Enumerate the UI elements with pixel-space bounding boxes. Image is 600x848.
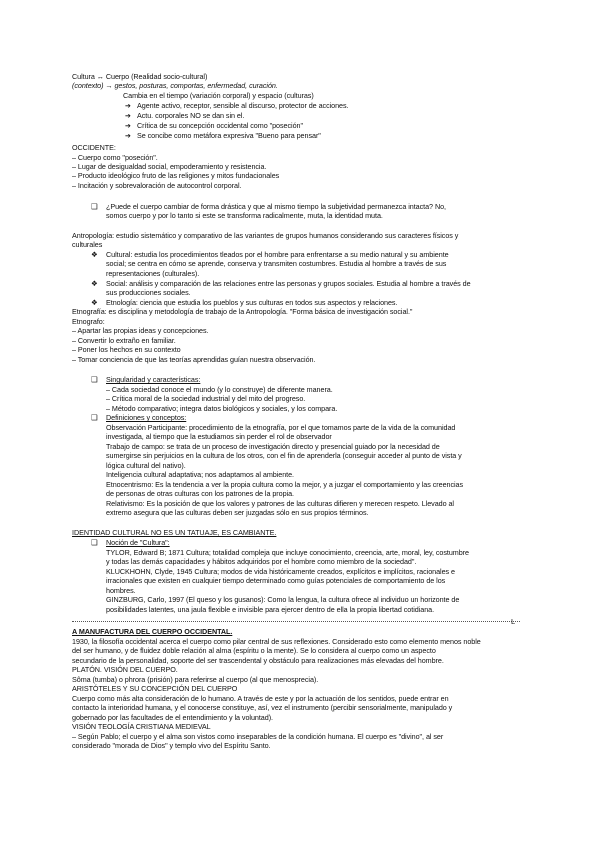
social-bullet: Social: análisis y comparación de las relaciones entre las personas y grupos sociales. Estudia al hombre a través de <box>106 279 471 288</box>
definicion-line: Etnocentrismo: Es la tendencia a ver la propia cultura como la mejor, y a juzgar el comportamiento y las creencias <box>106 480 464 489</box>
definicion-line: investigada, al tiempo que la estudiamos sin perder el rol de observador <box>106 432 332 441</box>
arrow-right-icon: ➔ <box>125 101 131 110</box>
singularidad-item: – Crítica moral de la sociedad industrial y del mito del progreso. <box>106 394 306 403</box>
square-bullet-icon: ❑ <box>91 538 98 547</box>
social-bullet: sus producciones sociales. <box>106 288 191 297</box>
cultural-bullet: representaciones (culturales). <box>106 269 200 278</box>
dotted-separator <box>72 621 520 622</box>
vision-line: – Según Pablo; el cuerpo y el alma son vistos como inseparables de la condición humana. El cuerpo es "divino", al ser <box>72 732 444 741</box>
cultura-definition-line: posibilidades latentes, una jaula flexible e invisible para ejercer dentro de ella la propia libertad cotidiana. <box>106 605 435 614</box>
definicion-line: Relativismo: Es la posición de que los valores y patrones de las culturas difieren y merecen respeto. Llevado al <box>106 499 454 508</box>
cultural-bullet: social; se centra en cómo se aprende, conserva y transmiten costumbres. Estudia al hombre a través de sus <box>106 259 447 268</box>
etnografia-definition: Etnografía: es disciplina y metodología de trabajo de la Antropología. "Forma básica de investigación social." <box>72 307 413 316</box>
aristoteles-line: Cuerpo como más alta consideración de lo humano. A través de este y por la actuación de los sentidos, puede entrar en <box>72 694 449 703</box>
cultura-cuerpo-heading: Cultura ↔ Cuerpo (Realidad socio-cultural) <box>72 72 208 81</box>
question-line: ¿Puede el cuerpo cambiar de forma drástica y que al mismo tiempo la subjetividad permanezca intacta? No, <box>106 202 446 211</box>
definicion-line: lógica cultural del nativo). <box>106 461 186 470</box>
etnografo-item: – Convertir lo extraño en familiar. <box>72 336 176 345</box>
aristoteles-line: contacto la interioridad humana, y el conocerse constituye, así, vez el instrumento (percibir sensorialmente, manipulado y <box>72 703 453 712</box>
etnografo-heading: Etnografo: <box>72 317 105 326</box>
arrow-item: ➔ Crítica de su concepción occidental como "poseción" <box>125 121 303 130</box>
arrow-item: ➔ Se concibe como metáfora expresiva "Bueno para pensar" <box>125 131 321 140</box>
occidente-item: – Cuerpo como "poseción". <box>72 153 158 162</box>
contexto-line: (contexto) → gestos, posturas, comportas, enfermedad, curación. <box>72 81 278 90</box>
identidad-heading: IDENTIDAD CULTURAL NO ES UN TATUAJE, ES CAMBIANTE. <box>72 528 277 537</box>
cambia-line: Cambia en el tiempo (variación corporal) y espacio (culturas) <box>123 91 314 100</box>
arrow-item: ➔ Actu. corporales NO se dan sin el. <box>125 111 245 120</box>
corner-mark: L <box>511 617 516 626</box>
cultura-definition-line: KLUCKHOHN, Clyde, 1945 Cultura; modos de vida históricamente creados, explícitos e implícitos, racionales e <box>106 567 455 576</box>
diamond-bullet-icon: ❖ <box>91 279 98 288</box>
etnografo-item: – Tomar conciencia de que las teorías aprendidas guían nuestra observación. <box>72 355 316 364</box>
question-line: somos cuerpo y por lo tanto si este se transforma radicalmente, muta, la identidad muta. <box>106 211 383 220</box>
singularidad-heading: Singularidad y características: <box>106 375 201 384</box>
occidente-item: – Producto ideológico fruto de las religiones y mitos fundacionales <box>72 171 280 180</box>
arrow-item: ➔ Agente activo, receptor, sensible al discurso, protector de acciones. <box>125 101 349 110</box>
etnografo-item: – Poner los hechos en su contexto <box>72 345 181 354</box>
aristoteles-heading: ARISTÓTELES Y SU CONCEPCIÓN DEL CUERPO <box>72 684 238 693</box>
square-bullet-icon: ❑ <box>91 202 98 211</box>
etnografo-item: – Apartar las propias ideas y concepciones. <box>72 326 209 335</box>
singularidad-item: – Método comparativo; integra datos biológicos y sociales, y los compara. <box>106 404 338 413</box>
definicion-line: Trabajo de campo: se trata de un proceso de investigación directo y presencial guiado por la necesidad de <box>106 442 440 451</box>
cultura-definition-line: hombres. <box>106 586 136 595</box>
antropologia-definition-cont: culturales <box>72 240 103 249</box>
cultura-definition-line: TYLOR, Edward B; 1871 Cultura; totalidad compleja que incluye conocimiento, creencia, arte, moral, ley, costumbre <box>106 548 469 557</box>
etnologia-bullet: Etnología: ciencia que estudia los pueblos y sus culturas en todos sus aspectos y relaciones. <box>106 298 398 307</box>
singularidad-item: – Cada sociedad conoce el mundo (y lo construye) de diferente manera. <box>106 385 333 394</box>
definicion-line: sumergirse sin perjuicios en la cultura de los otros, con el fin de aprenderla (conseguir acceder al punto de vista y <box>106 451 462 460</box>
manufactura-line: 1930, la filosofía occidental acerca el cuerpo como pilar central de sus reflexiones. Considerado esto como elemento menos noble <box>72 637 481 646</box>
square-bullet-icon: ❑ <box>91 413 98 422</box>
manufactura-line: secundario de la personalidad, soporte del ser trascendental y obstáculo para realizaciones más elevadas del hombre. <box>72 656 444 665</box>
definicion-line: Inteligencia cultural adaptativa; nos adaptamos al ambiente. <box>106 470 294 479</box>
occidente-item: – Incitación y sobrevaloración de autocontrol corporal. <box>72 181 242 190</box>
square-bullet-icon: ❑ <box>91 375 98 384</box>
manufactura-heading: A MANUFACTURA DEL CUERPO OCCIDENTAL. <box>72 627 233 636</box>
arrow-right-icon: ➔ <box>125 121 131 130</box>
arrow-right-icon: ➔ <box>125 131 131 140</box>
nocion-heading: Noción de "Cultura": <box>106 538 170 547</box>
cultura-definition-line: irracionales que existen en cualquier tiempo determinado como guías potenciales de comportamiento de los <box>106 576 446 585</box>
platon-line: Sôma (tumba) o phrora (prisión) para referirse al cuerpo (al que menosprecia). <box>72 675 319 684</box>
antropologia-definition: Antropología: estudio sistemático y comparativo de las variantes de grupos humanos considerando sus caracteres físicos y <box>72 231 459 240</box>
vision-line: considerado "morada de Dios" y templo vivo del Espíritu Santo. <box>72 741 271 750</box>
occidente-heading: OCCIDENTE: <box>72 143 116 152</box>
definicion-line: de personas de otras culturas con los patrones de la propia. <box>106 489 294 498</box>
definiciones-heading: Definiciones y conceptos: <box>106 413 187 422</box>
cultural-bullet: Cultural: estudia los procedimientos tleados por el hombre para enfrentarse a su medio natural y su ambiente <box>106 250 449 259</box>
diamond-bullet-icon: ❖ <box>91 250 98 259</box>
vision-heading: VISIÓN TEOLOGÍA CRISTIANA MEDIEVAL <box>72 722 211 731</box>
diamond-bullet-icon: ❖ <box>91 298 98 307</box>
aristoteles-line: gobernado por las facultades de el entendimiento y la voluntad). <box>72 713 273 722</box>
cultura-definition-line: GINZBURG, Carlo, 1997 (El queso y los gusanos): Como la lengua, la cultura ofrece al individuo un horizonte de <box>106 595 460 604</box>
manufactura-line: del ser humano, y de fluidez doble relación al alma (espíritu o la mente). Se lo considera al cuerpo como un aspecto <box>72 646 436 655</box>
definicion-line: Observación Participante: procedimiento de la etnografía, por el que tomamos parte de la vida de la comunidad <box>106 423 456 432</box>
definicion-line: extremo asegura que las culturas deben ser juzgadas sólo en sus propios términos. <box>106 508 369 517</box>
platon-heading: PLATÓN. VISIÓN DEL CUERPO. <box>72 665 178 674</box>
occidente-item: – Lugar de desigualdad social, empoderamiento y resistencia. <box>72 162 267 171</box>
arrow-right-icon: ➔ <box>125 111 131 120</box>
cultura-definition-line: y todas las demás capacidades y hábitos adquiridos por el hombre como miembro de la sociedad". <box>106 557 417 566</box>
